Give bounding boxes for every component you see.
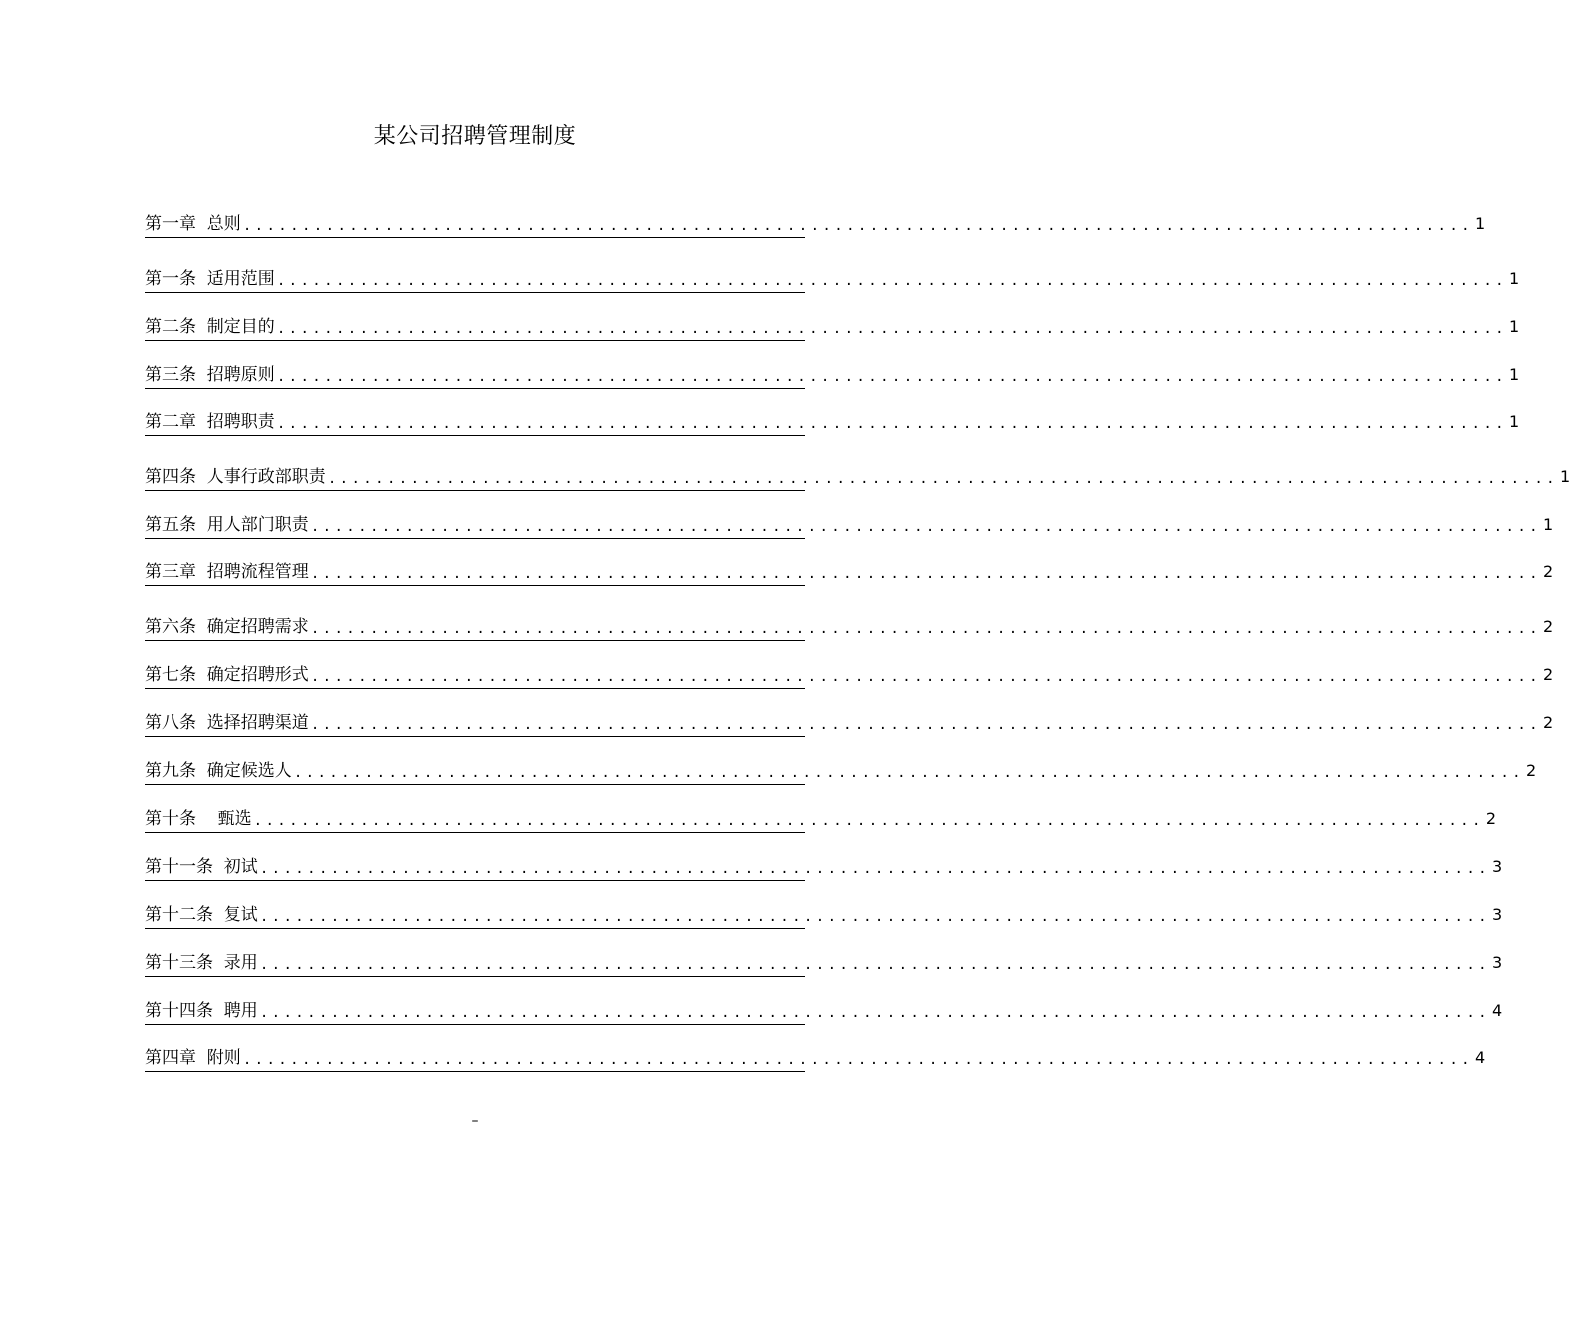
toc-entry-page-number: 2 — [1526, 761, 1537, 780]
toc-entry-article-10[interactable] — [145, 807, 1496, 833]
toc-entry-label: 第四条 人事行政部职责 — [145, 467, 326, 487]
toc-dot-leader: ........................................................................................................ — [253, 813, 1484, 829]
toc-entry-page-number: 2 — [1485, 809, 1496, 828]
toc-dot-leader: ........................................................................................................ — [327, 471, 1558, 487]
toc-entry-label: 第十条 甄选 — [145, 809, 252, 829]
toc-entry-page-number: 3 — [1492, 857, 1503, 876]
toc-entry-label: 第一章 总则 — [145, 214, 241, 234]
toc-entry-page-number: 4 — [1475, 1048, 1486, 1067]
toc-entry-label: 第八条 选择招聘渠道 — [145, 713, 309, 733]
toc-entry-chapter-2[interactable] — [145, 410, 1520, 436]
toc-entry-article-7[interactable] — [145, 663, 1554, 689]
toc-entry-chapter-3[interactable] — [145, 560, 1554, 586]
toc-entry-article-12[interactable] — [145, 903, 1503, 929]
toc-entry-article-4[interactable] — [145, 465, 1570, 491]
toc-entry-chapter-1[interactable] — [145, 212, 1486, 238]
toc-entry-page-number: 3 — [1492, 953, 1503, 972]
toc-dot-leader: ........................................................................................................ — [276, 321, 1507, 337]
toc-entry-label: 第十二条 复试 — [145, 905, 258, 925]
toc-dot-leader: ........................................................................................................ — [259, 909, 1490, 925]
toc-entry-label: 第十一条 初试 — [145, 857, 258, 877]
toc-entry-page-number: 2 — [1543, 617, 1554, 636]
toc-entry-page-number: 2 — [1543, 562, 1554, 581]
toc-entry-label: 第三条 招聘原则 — [145, 365, 275, 385]
toc-dot-leader: ........................................................................................................ — [310, 566, 1541, 582]
toc-dot-leader: ........................................................................................................ — [259, 861, 1490, 877]
toc-entry-page-number: 4 — [1492, 1001, 1503, 1020]
toc-entry-label: 第四章 附则 — [145, 1048, 241, 1068]
toc-entry-page-number: 2 — [1543, 713, 1554, 732]
toc-entry-label: 第三章 招聘流程管理 — [145, 562, 309, 582]
toc-dot-leader: ........................................................................................................ — [259, 957, 1490, 973]
toc-entry-article-11[interactable] — [145, 855, 1503, 881]
page-footer-mark: – — [471, 1113, 479, 1129]
toc-entry-article-1[interactable] — [145, 267, 1520, 293]
toc-entry-label: 第九条 确定候选人 — [145, 761, 292, 781]
toc-entry-article-8[interactable] — [145, 711, 1554, 737]
toc-entry-page-number: 1 — [1509, 365, 1520, 384]
toc-entry-article-3[interactable] — [145, 363, 1520, 389]
toc-entry-label: 第二章 招聘职责 — [145, 412, 275, 432]
toc-entry-page-number: 1 — [1560, 467, 1570, 486]
toc-entry-label: 第十三条 录用 — [145, 953, 258, 973]
toc-entry-page-number: 1 — [1509, 269, 1520, 288]
toc-entry-article-13[interactable] — [145, 951, 1503, 977]
toc-entry-label: 第七条 确定招聘形式 — [145, 665, 309, 685]
toc-dot-leader: ........................................................................................................ — [310, 621, 1541, 637]
toc-entry-label: 第二条 制定目的 — [145, 317, 275, 337]
toc-dot-leader: ........................................................................................................ — [276, 416, 1507, 432]
toc-dot-leader: ........................................................................................................ — [242, 1052, 1473, 1068]
toc-entry-label: 第十四条 聘用 — [145, 1001, 258, 1021]
toc-dot-leader: ........................................................................................................ — [310, 519, 1541, 535]
toc-dot-leader: ........................................................................................................ — [242, 218, 1473, 234]
toc-entry-label: 第一条 适用范围 — [145, 269, 275, 289]
toc-entry-chapter-4[interactable] — [145, 1046, 1486, 1072]
toc-entry-page-number: 1 — [1509, 412, 1520, 431]
toc-entry-article-9[interactable] — [145, 759, 1537, 785]
toc-dot-leader: ........................................................................................................ — [276, 369, 1507, 385]
toc-dot-leader: ........................................................................................................ — [259, 1005, 1490, 1021]
toc-entry-label: 第六条 确定招聘需求 — [145, 617, 309, 637]
toc-entry-page-number: 1 — [1475, 214, 1486, 233]
toc-entry-label: 第五条 用人部门职责 — [145, 515, 309, 535]
document-title: 某公司招聘管理制度 — [373, 124, 577, 149]
toc-dot-leader: ........................................................................................................ — [310, 669, 1541, 685]
toc-entry-page-number: 1 — [1509, 317, 1520, 336]
toc-entry-article-2[interactable] — [145, 315, 1520, 341]
toc-entry-article-5[interactable] — [145, 513, 1554, 539]
toc-entry-article-6[interactable] — [145, 615, 1554, 641]
toc-entry-page-number: 2 — [1543, 665, 1554, 684]
toc-dot-leader: ........................................................................................................ — [293, 765, 1524, 781]
toc-dot-leader: ........................................................................................................ — [276, 273, 1507, 289]
toc-entry-page-number: 1 — [1543, 515, 1554, 534]
toc-entry-article-14[interactable] — [145, 999, 1503, 1025]
toc-dot-leader: ........................................................................................................ — [310, 717, 1541, 733]
toc-entry-page-number: 3 — [1492, 905, 1503, 924]
